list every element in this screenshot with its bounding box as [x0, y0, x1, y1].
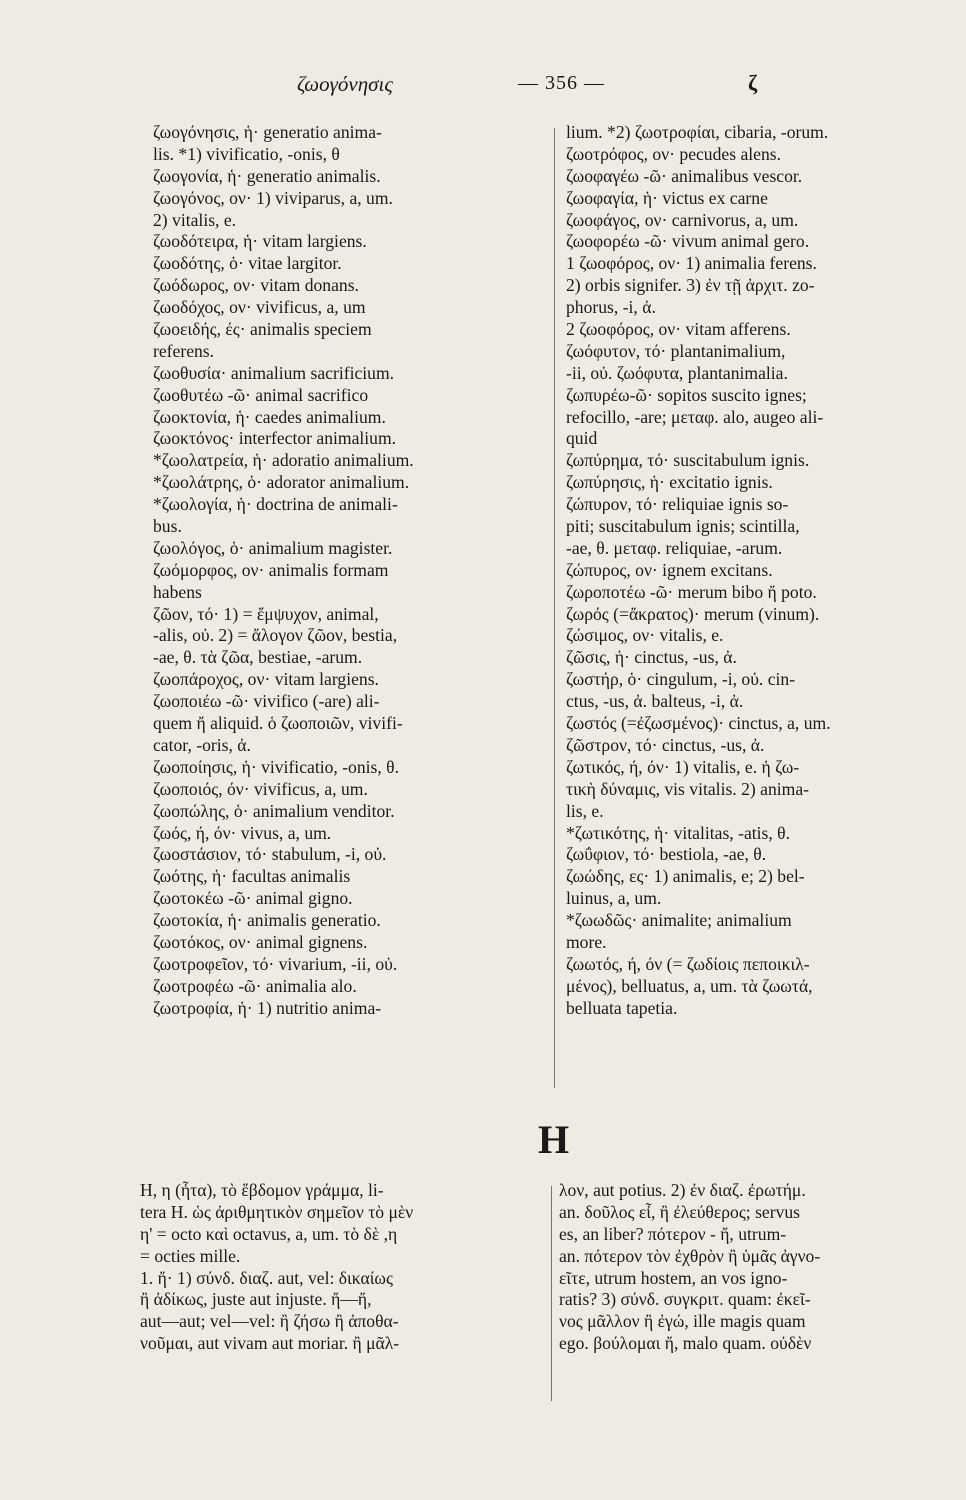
entry-line: *ζωολογία, ἡ· doctrina de animali-: [153, 494, 398, 515]
entry-line: νοῦμαι, aut vivam aut moriar. ἢ μᾶλ-: [140, 1333, 400, 1354]
entry-line: ζωοδόχος, ον· vivificus, a, um: [153, 297, 366, 318]
left-column: [153, 122, 545, 1020]
entry-line: ζωοτροφία, ἡ· 1) nutritio anima-: [153, 997, 382, 1018]
entry-line: ζώπυρος, ον· ignem excitans.: [566, 559, 773, 580]
entry-line: λον, aut potius. 2) ἐν διαζ. ἐρωτήμ.: [559, 1180, 806, 1200]
entry-line: 1. ἤ· 1) σύνδ. διαζ. aut, vel: δικαίως: [140, 1267, 393, 1288]
entry-line: ζώσιμος, ον· vitalis, e.: [566, 625, 724, 646]
entry-line: *ζωωδῶς· animalite; animalium: [566, 910, 792, 931]
entry-line: ζωοφορέω -ῶ· vivum animal gero.: [566, 231, 810, 252]
entry-line: ego. βούλομαι ἤ, malo quam. οὐδὲν: [559, 1333, 812, 1354]
entry-line: ζωωτός, ή, όν (= ζωδίοις πεποικιλ-: [566, 953, 810, 974]
entry-line: quid: [566, 428, 598, 449]
entry-line: ζῶσις, ἡ· cinctus, -us, ἀ.: [566, 647, 737, 668]
entry-line: ζωογονία, ἡ· generatio animalis.: [153, 165, 381, 186]
entry-line: tera H. ὡς ἀριθμητικὸν σημεῖον τὸ μὲν: [140, 1201, 414, 1222]
entry-line: ζωοδότης, ὁ· vitae largitor.: [153, 253, 342, 274]
entry-line: phorus, -i, ἀ.: [566, 297, 656, 318]
entry-line: ζωοποιός, όν· vivificus, a, um.: [153, 778, 368, 799]
entry-line: μένος), belluatus, a, um. τὰ ζωωτά,: [566, 975, 813, 996]
entry-line: ζῶον, τό· 1) = ἔμψυχον, animal,: [153, 603, 379, 624]
entry-line: ζωτικός, ή, όν· 1) vitalis, e. ἡ ζω-: [566, 756, 800, 777]
entry-line: η' = octo καὶ octavus, a, um. τὸ δὲ ,η: [140, 1223, 398, 1244]
entry-line: ζωογόνος, ον· 1) viviparus, a, um.: [153, 187, 393, 208]
running-head: ζωογόνησις: [297, 72, 393, 96]
entry-line: ζωοειδής, ές· animalis speciem: [153, 319, 372, 340]
entry-line: habens: [153, 581, 202, 602]
entry-line: ζωοτροφέω -ῶ· animalia alo.: [153, 975, 357, 996]
entry-line: ζωρός (=ἄκρατος)· merum (vinum).: [566, 603, 820, 624]
entry-line: an. δοῦλος εἶ, ἢ ἐλεύθερος; servus: [559, 1201, 801, 1222]
entry-line: νος μᾶλλον ἢ ἐγώ, ille magis quam: [559, 1311, 806, 1332]
entry-line: ζωστός (=ἐζωσμένος)· cinctus, a, um.: [566, 713, 831, 734]
entry-line: ζώπυρον, τό· reliquiae ignis so-: [566, 494, 789, 515]
entry-line: lium. *2) ζωοτροφίαι, cibaria, -orum.: [566, 122, 829, 142]
entry-line: ζωοφαγία, ἡ· victus ex carne: [566, 187, 768, 208]
entry-line: ζωόδωρος, ον· vitam donans.: [153, 275, 359, 296]
entry-line: Η, η (ἦτα), τὸ ἕβδομον γράμμα, li-: [140, 1180, 384, 1200]
entry-line: -ii, οὐ. ζωόφυτα, plantanimalia.: [566, 362, 788, 383]
page-number: — 356 —: [518, 72, 605, 94]
right-column: [566, 122, 964, 1020]
entry-line: aut—aut; vel—vel: ἢ ζήσω ἢ ἀποθα-: [140, 1311, 399, 1332]
entry-line: ζωόμορφος, ον· animalis formam: [153, 559, 389, 580]
entry-line: ἢ ἀδίκως, juste aut injuste. ἤ—ἤ,: [140, 1289, 372, 1310]
entry-line: referens.: [153, 340, 215, 361]
entry-line: ζωός, ή, όν· vivus, a, um.: [153, 822, 332, 843]
entry-line: εῖτε, utrum hostem, an vos igno-: [559, 1267, 788, 1288]
entry-line: 1 ζωοφόρος, ον· 1) animalia ferens.: [566, 253, 817, 274]
section-left-column: [140, 1180, 545, 1355]
entry-line: ζωογόνησις, ἡ· generatio anima-: [153, 122, 382, 142]
entry-line: ζωόφυτον, τό· plantanimalium,: [566, 340, 786, 361]
entry-line: ζωοθυτέω -ῶ· animal sacrifico: [153, 384, 369, 405]
entry-line: more.: [566, 931, 607, 952]
entry-line: belluata tapetia.: [566, 997, 678, 1018]
page-header: [0, 72, 966, 108]
entry-line: ζωοτοκία, ἡ· animalis generatio.: [153, 910, 381, 931]
corner-mark: ζ: [748, 70, 758, 95]
entry-line: ζωοφάγος, ον· carnivorus, a, um.: [566, 209, 799, 230]
entry-line: *ζωολάτρης, ὁ· adorator animalium.: [153, 472, 410, 493]
entry-line: ζωπύρησις, ἡ· excitatio ignis.: [566, 472, 773, 493]
entry-line: refocillo, -are; μεταφ. alo, augeo ali-: [566, 406, 824, 427]
section-letter: Η: [538, 1117, 570, 1162]
entry-line: es, an liber? πότερον - ἤ, utrum-: [559, 1223, 787, 1244]
entry-line: bus.: [153, 516, 182, 537]
entry-line: ζωοπάροχος, ον· vitam largiens.: [153, 669, 379, 690]
entry-line: -ae, θ. μεταφ. reliquiae, -arum.: [566, 537, 783, 558]
entry-line: ζωοτοκέω -ῶ· animal gigno.: [153, 888, 353, 909]
entry-line: 2) vitalis, e.: [153, 209, 237, 230]
entry-line: -ae, θ. τὰ ζῶα, bestiae, -arum.: [153, 647, 363, 668]
entry-line: ζωοποιέω -ῶ· vivifico (-are) ali-: [153, 691, 380, 712]
entry-line: lis, e.: [566, 800, 604, 821]
entry-line: ζωΰφιον, τό· bestiola, -ae, θ.: [566, 844, 767, 865]
entry-line: ζωοθυσία· animalium sacrificium.: [153, 362, 395, 383]
entry-line: 2) orbis signifer. 3) ἐν τῇ ἀρχιτ. zo-: [566, 275, 815, 296]
entry-line: ζωοπώλης, ὁ· animalium venditor.: [153, 800, 395, 821]
section-column-divider: [551, 1186, 552, 1401]
entry-line: *ζωτικότης, ἡ· vitalitas, -atis, θ.: [566, 822, 791, 843]
entry-line: ζωοκτονία, ἡ· caedes animalium.: [153, 406, 386, 427]
entry-line: 2 ζωοφόρος, ον· vitam afferens.: [566, 319, 791, 340]
entry-line: ζωοκτόνος· interfector animalium.: [153, 428, 397, 449]
entry-line: ζωοδότειρα, ἡ· vitam largiens.: [153, 231, 367, 252]
entry-line: -alis, οὐ. 2) = ἄλογον ζῶον, bestia,: [153, 625, 398, 646]
entry-line: *ζωολατρεία, ἡ· adoratio animalium.: [153, 450, 414, 471]
entry-line: ctus, -us, ἀ. balteus, -i, ἀ.: [566, 691, 744, 712]
entry-line: quem ἤ aliquid. ὁ ζωοποιῶν, vivifi-: [153, 713, 403, 734]
entry-line: ζωοτόκος, ον· animal gignens.: [153, 931, 368, 952]
entry-line: lis. *1) vivificatio, -onis, θ: [153, 143, 340, 164]
entry-line: ζωότης, ἡ· facultas animalis: [153, 866, 351, 887]
entry-line: piti; suscitabulum ignis; scintilla,: [566, 516, 800, 537]
entry-line: ζωοποίησις, ἡ· vivificatio, -onis, θ.: [153, 756, 399, 777]
entry-line: τικὴ δύναμις, vis vitalis. 2) anima-: [566, 778, 810, 799]
section-right-column: [559, 1180, 964, 1355]
entry-line: ζωοφαγέω -ῶ· animalibus vescor.: [566, 165, 803, 186]
entry-line: ζωολόγος, ὁ· animalium magister.: [153, 537, 393, 558]
entry-line: an. πότερον τὸν ἐχθρὸν ἢ ὑμᾶς ἀγνο-: [559, 1245, 821, 1266]
entry-line: ζωώδης, ες· 1) animalis, e; 2) bel-: [566, 866, 805, 887]
entry-line: cator, -oris, ἀ.: [153, 734, 251, 755]
entry-line: ζωπύρημα, τό· suscitabulum ignis.: [566, 450, 810, 471]
column-divider: [554, 128, 555, 1088]
entry-line: ζωπυρέω-ῶ· sopitos suscito ignes;: [566, 384, 807, 405]
entry-line: ζωστήρ, ὁ· cingulum, -i, οὐ. cin-: [566, 669, 796, 690]
entry-line: ζῶστρον, τό· cinctus, -us, ἀ.: [566, 734, 765, 755]
entry-line: ζωοτροφεῖον, τό· vivarium, -ii, οὐ.: [153, 953, 398, 974]
entry-line: ζωροποτέω -ῶ· merum bibo ἤ poto.: [566, 581, 817, 602]
entry-line: ζωοτρόφος, ον· pecudes alens.: [566, 143, 782, 164]
entry-line: ζωοστάσιον, τό· stabulum, -i, οὐ.: [153, 844, 387, 865]
entry-line: ratis? 3) σύνδ. συγκριτ. quam: ἐκεῖ-: [559, 1289, 811, 1310]
entry-line: luinus, a, um.: [566, 888, 662, 909]
entry-line: = octies mille.: [140, 1245, 241, 1266]
